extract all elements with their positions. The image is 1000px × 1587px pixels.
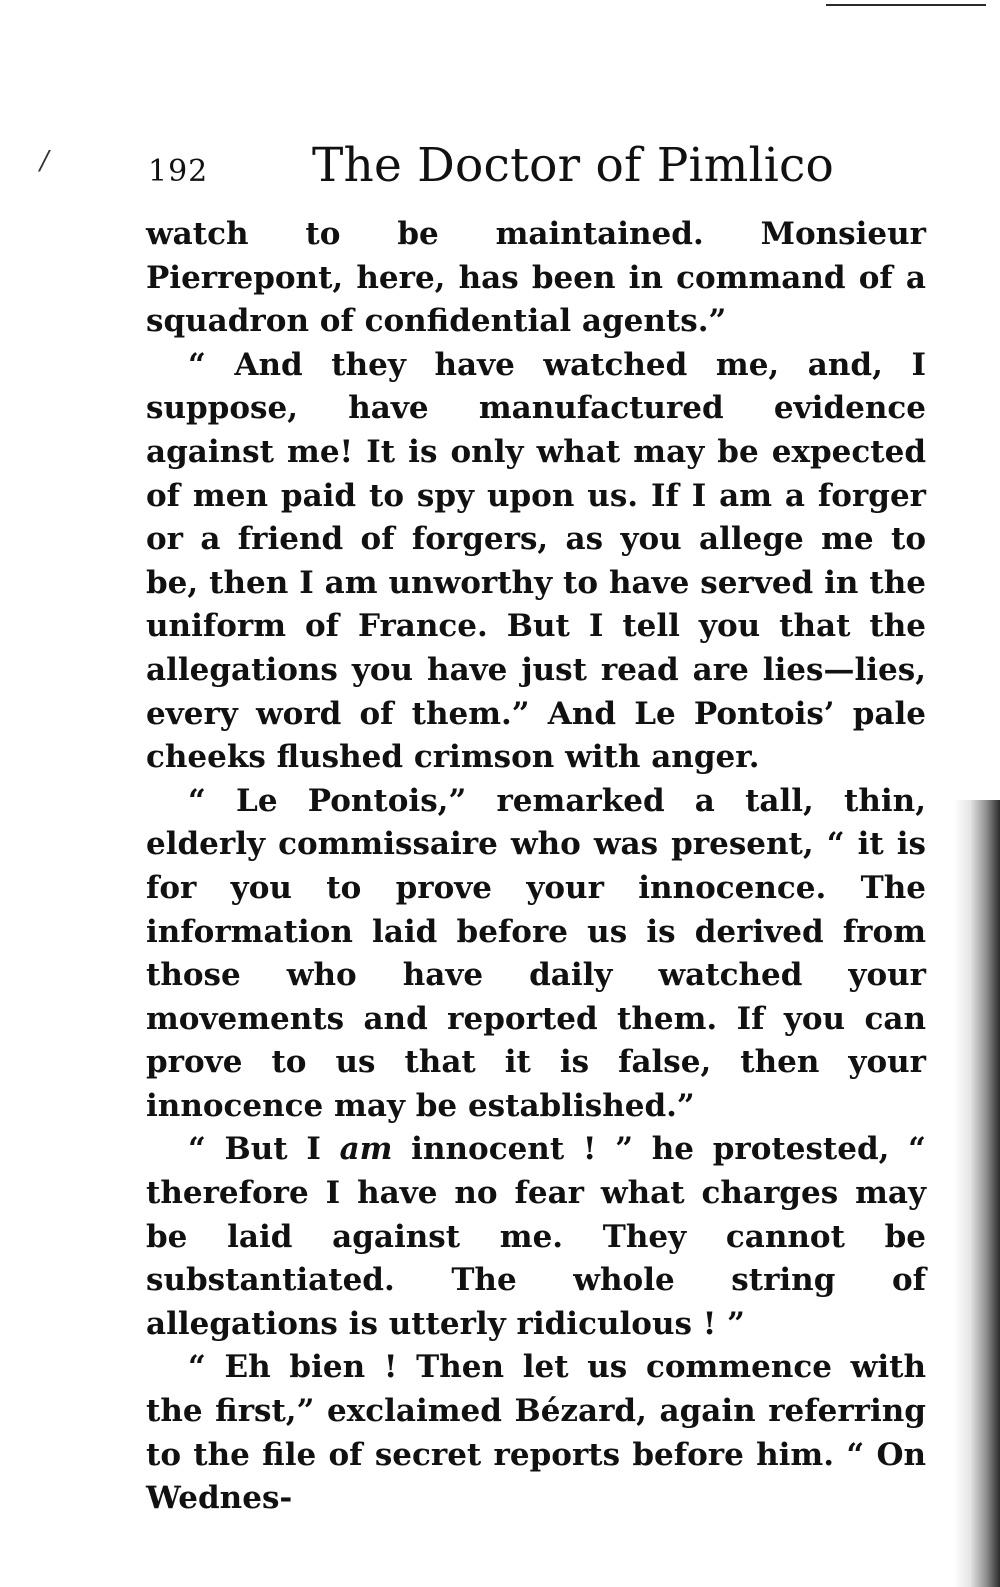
page-header [148,138,848,198]
scan-edge-line [826,4,986,6]
running-title: The Doctor of Pimlico [312,138,835,193]
emphasized-word: am [339,1131,393,1168]
paragraph-text: innocent ! ” he protested, “ therefore I have no fear what charges may be laid against me. They cannot be substantiated. The whole string of allegations is utterly ridiculous ! ” [146,1131,926,1342]
page-edge-shadow [954,800,1000,1587]
margin-mark: / [40,146,49,176]
paragraph: watch to be maintained. Monsieur Pierrepont, here, has been in command of a squadron of confidential agents.” [146,216,926,340]
paragraph: “ Le Pontois,” remarked a tall, thin, elderly commissaire who was present, “ it is for you to prove your innocence. The information laid before us is derived from those who have daily watched your movements and reported them. If you can prove to us that it is false, then your innocence may be established.” [146,782,926,1124]
paragraph: “ And they have watched me, and, I suppose, have manufactured evidence against me! It is only what may be expected of men paid to spy upon us. If I am a forger or a friend of forgers, as you allege me to be, then I am unworthy to have served in the uniform of France. But I tell you that the allegations you have just read are lies—lies, every word of them.” And Le Pontois’ pale cheeks flushed crimson with anger. [146,346,926,776]
page-number: 192 [148,154,209,189]
paragraph [146,1128,926,1346]
body-text [146,213,926,1521]
paragraph: “ Eh bien ! Then let us commence with the first,” exclaimed Bézard, again referring to the file of secret reports before him. “ On Wednes- [146,1349,926,1517]
paragraph-text: “ But I [188,1131,340,1168]
